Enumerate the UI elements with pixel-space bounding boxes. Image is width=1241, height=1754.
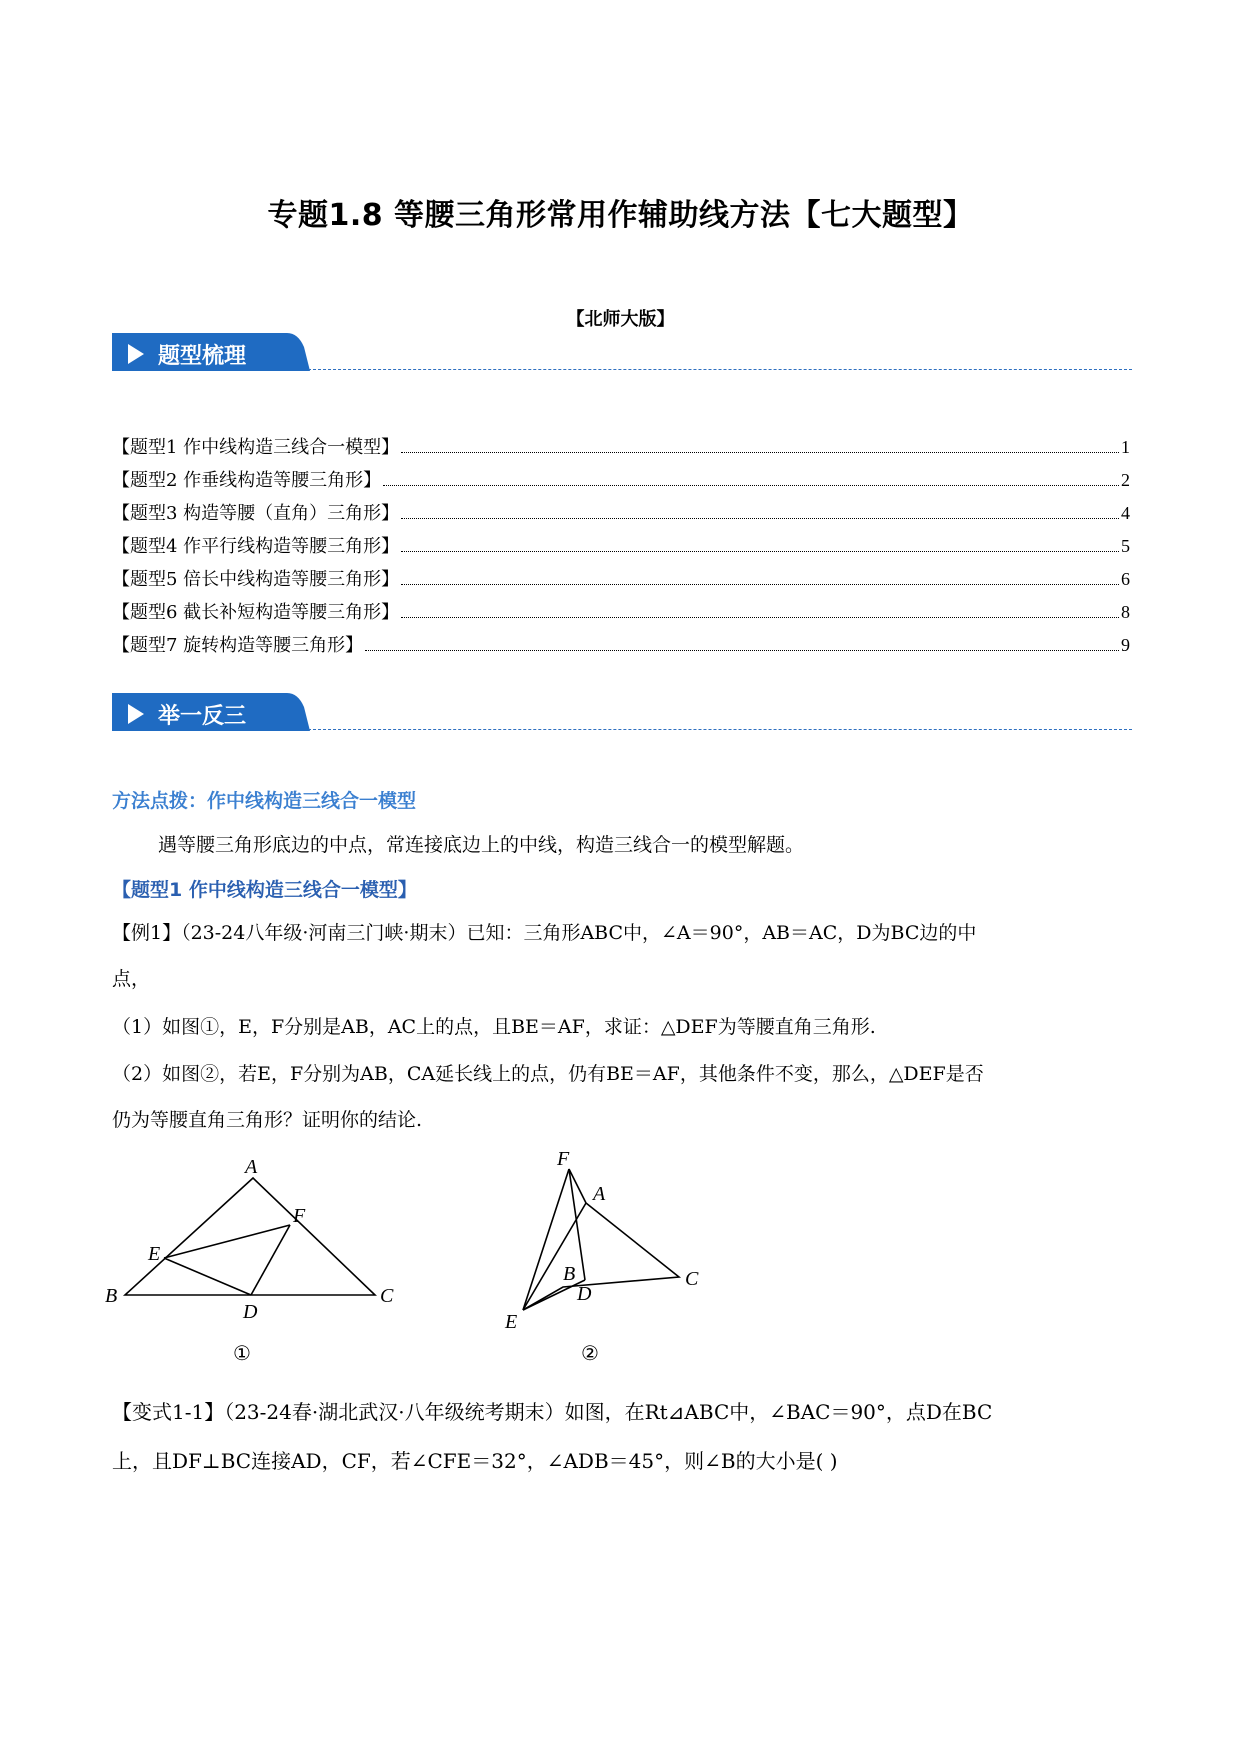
label-a: A (245, 1156, 258, 1178)
play-icon (128, 344, 144, 364)
toc-item[interactable]: 【题型1 作中线构造三线合一模型】 1 (112, 437, 1130, 458)
toc-item[interactable]: 【题型7 旋转构造等腰三角形】 9 (112, 635, 1130, 656)
toc-item[interactable]: 【题型5 倍长中线构造等腰三角形】 6 (112, 569, 1130, 590)
method-description: 遇等腰三角形底边的中点，常连接底边上的中线，构造三线合一的模型解题。 (158, 834, 805, 856)
label-e: E (505, 1311, 518, 1333)
variant-line-1: 【变式1-1】（23-24春·湖北武汉·八年级统考期末）如图，在Rt⊿ABC中，∠BAC＝90°，点D在BC (112, 1400, 993, 1424)
figure-2 (495, 1150, 815, 1370)
banner-title: 题型梳理 (158, 344, 247, 369)
figure-1 (100, 1150, 420, 1370)
label-c: C (380, 1285, 394, 1307)
page-title: 专题1.8 等腰三角形常用作辅助线方法【七大题型】 (267, 198, 974, 233)
example-1-part-2: （2）如图②，若E，F分别为AB，CA延长线上的点，仍有BE＝AF，其他条件不变，那么，△DEF是否 (112, 1063, 984, 1085)
figure-caption: ② (581, 1343, 599, 1365)
toc-item[interactable]: 【题型6 截长补短构造等腰三角形】 8 (112, 602, 1130, 623)
toc-item[interactable]: 【题型3 构造等腰（直角）三角形】 4 (112, 503, 1130, 524)
dashed-divider (308, 369, 1132, 370)
variant-line-2: 上，且DF⊥BC连接AD，CF，若∠CFE＝32°，∠ADB＝45°，则∠B的大小是( ) (112, 1449, 838, 1473)
type-heading: 【题型1 作中线构造三线合一模型】 (112, 879, 417, 901)
example-1-part-2-cont: 仍为等腰直角三角形？证明你的结论. (112, 1109, 423, 1131)
example-1-line-1: 【例1】（23-24八年级·河南三门峡·期末）已知：三角形ABC中，∠A＝90°，AB＝AC，D为BC边的中 (112, 922, 977, 944)
label-d: D (577, 1283, 592, 1305)
toc-item[interactable]: 【题型4 作平行线构造等腰三角形】 5 (112, 536, 1130, 557)
dashed-divider (308, 729, 1132, 730)
label-b: B (563, 1263, 576, 1285)
table-of-contents (112, 433, 1130, 664)
example-1-part-1: （1）如图①，E，F分别是AB，AC上的点，且BE＝AF，求证：△DEF为等腰直角三角形. (112, 1016, 876, 1038)
figure-caption: ① (233, 1343, 251, 1365)
banner-title: 举一反三 (158, 704, 247, 729)
examples-banner (112, 693, 1132, 735)
label-a: A (593, 1183, 606, 1205)
edition-label: 【北师大版】 (566, 309, 675, 330)
segment-fd (251, 1225, 290, 1295)
triangle-abc (125, 1178, 375, 1295)
label-d: D (243, 1301, 258, 1323)
outline-banner (112, 333, 1132, 375)
label-f: F (557, 1150, 570, 1170)
play-icon (128, 704, 144, 724)
example-1-line-2: 点， (112, 968, 151, 990)
segment-ed (164, 1258, 251, 1295)
label-e: E (148, 1243, 161, 1265)
toc-item[interactable]: 【题型2 作垂线构造等腰三角形】 2 (112, 470, 1130, 491)
label-c: C (685, 1268, 699, 1290)
triangle-abc (523, 1203, 679, 1310)
segment-fe (523, 1169, 569, 1310)
method-title: 方法点拨：作中线构造三线合一模型 (112, 790, 417, 812)
label-b: B (105, 1285, 118, 1307)
label-f: F (293, 1205, 306, 1227)
